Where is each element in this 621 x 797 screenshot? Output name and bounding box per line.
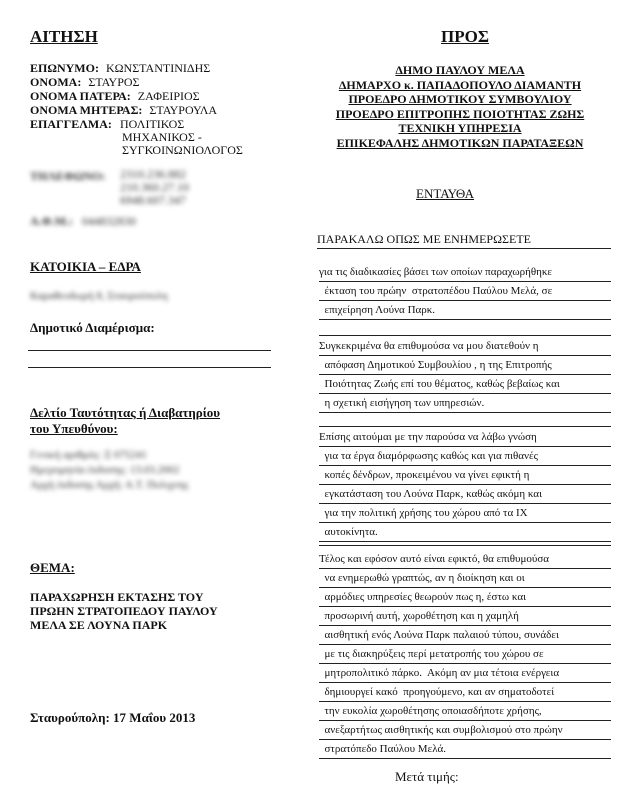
para4-line: προσωρινή αυτή, χωροθέτηση και η χαμηλή [319, 607, 611, 626]
para4-line: ανεξαρτήτως αισθητικής και συμβολισμού στο πρώην [319, 721, 611, 740]
name-row [30, 76, 140, 89]
recipient-line: ΠΡΟΕΔΡΟ ΔΗΜΟΤΙΚΟΥ ΣΥΜΒΟΥΛΙΟΥ [348, 92, 572, 106]
mother-row [30, 104, 217, 117]
para2-line: απόφαση Δημοτικού Συμβουλίου , η της Επιτροπής [319, 356, 611, 375]
id-label [30, 405, 220, 437]
para4-line: αρμόδιες υπηρεσίες θεωρούν πως η, έστω και [319, 588, 611, 607]
mother-label: ΟΝΟΜΑ ΜΗΤΕΡΑΣ: [30, 103, 143, 117]
profession-label: ΕΠΑΓΓΕΛΜΑ: [30, 117, 112, 131]
recipient-line: ΕΠΙΚΕΦΑΛΗΣ ΔΗΜΟΤΙΚΩΝ ΠΑΡΑΤΑΞΕΩΝ [336, 135, 584, 150]
para3-trailing-line [319, 545, 611, 546]
name-label: ΟΝΟΜΑ: [30, 75, 82, 89]
phone-line: 6948.607.347 [120, 193, 186, 207]
phone-line: 210.360.27.10 [120, 180, 189, 194]
paragraph-4 [319, 550, 611, 759]
para1-line: επιχείρηση Λούνα Παρκ. [319, 301, 611, 320]
para4-line: με τις διακηρύξεις περί μετατροπής του χώρου σε [319, 645, 611, 664]
profession-line: ΣΥΓΚΟΙΝΩΝΙΟΛΟΓΟΣ [122, 143, 243, 157]
para2-line: Συγκεκριμένα θα επιθυμούσα να μου διατεθούν η [319, 337, 611, 356]
mother-value: ΣΤΑΥΡΟΥΛΑ [149, 103, 218, 117]
para2-trailing-line [319, 426, 611, 427]
paragraph-2 [319, 337, 611, 413]
phone-label: ΤΗΛΕΦΩΝΟ: [30, 169, 106, 183]
para4-line: μητροπολιτικό πάρκο. Ακόμη αν μια τέτοια ενέργεια [319, 664, 611, 683]
afm-row [30, 215, 136, 228]
request-line [317, 232, 611, 249]
profession-values [120, 118, 243, 157]
id-values [30, 448, 189, 493]
subject-line: ΠΑΡΑΧΩΡΗΣΗ ΕΚΤΑΣΗΣ ΤΟΥ [30, 590, 204, 604]
para3-line: εγκατάσταση του Λούνα Παρκ, καθώς ακόμη και [319, 485, 611, 504]
paragraph-3 [319, 428, 611, 542]
para2-line: η σχετική εισήγηση των υπηρεσιών. [319, 394, 611, 413]
subject-text [30, 590, 218, 632]
para1-line: έκταση του πρώην στρατοπέδου Παύλου Μελά, σε [319, 282, 611, 301]
date-line: Σταυρούπολη: 17 Μαΐου 2013 [30, 710, 196, 725]
request-text: ΠΑΡΑΚΑΛΩ ΟΠΩΣ ΜΕ ΕΝΗΜΕΡΩΣΕΤΕ [317, 232, 531, 246]
para1-trailing-line [319, 335, 611, 336]
father-row [30, 90, 200, 103]
surname-label: ΕΠΩΝΥΜΟ: [30, 61, 99, 75]
id-line: Αρχή έκδοσης Αρχή: Α.Τ. Πολιχνης [30, 479, 189, 491]
district-label: Δημοτικό Διαμέρισμα: [30, 320, 155, 335]
title-aitisi: ΑΙΤΗΣΗ [30, 27, 98, 46]
para4-line: δημιουργεί κακό προηγούμενο, και αν σηματοδοτεί [319, 683, 611, 702]
para3-line: για την πολιτική χρήσης του χώρου από τα ΙΧ [319, 504, 611, 523]
profession-line: ΠΟΛΙΤΙΚΟΣ [120, 117, 185, 131]
phone-line: 2310.236.882 [120, 167, 186, 181]
recipient-line: ΤΕΧΝΙΚΗ ΥΠΗΡΕΣΙΑ [398, 121, 522, 135]
entautha-label: ΕΝΤΑΥΘΑ [416, 186, 475, 201]
surname-value: ΚΩΝΣΤΑΝΤΙΝΙΔΗΣ [105, 61, 211, 75]
id-label-line: Δελτίο Ταυτότητας ή Διαβατηρίου [30, 405, 221, 420]
recipient-line: ΔΗΜΑΡΧΟ κ. ΠΑΠΑΔΟΠΟΥΛΟ ΔΙΑΜΑΝΤΗ [338, 77, 582, 92]
district-line-1 [28, 350, 271, 351]
id-line: Ημερομηνία έκδοσης: 13.03.2002 [30, 464, 180, 476]
para3-line: κοπές δένδρων, προκειμένου να γίνει εφικτή η [319, 466, 611, 485]
afm-value: 044832830 [81, 214, 136, 228]
residence-value: Καραθεοδωρή 8, Σταυρούπολη [30, 290, 168, 302]
profession-line: ΜΗΧΑΝΙΚΟΣ - [122, 130, 202, 144]
para3-line: για τα έργα διαμόρφωσης καθώς και για πιθανές [319, 447, 611, 466]
para4-line: αισθητική ενός Λούνα Παρκ παλαιού τύπου, συνάδει [319, 626, 611, 645]
closing-text: Μετά τιμής: [395, 769, 459, 784]
father-value: ΖΑΦΕΙΡΙΟΣ [137, 89, 200, 103]
subject-label: ΘΕΜΑ: [30, 560, 75, 575]
para1-line: για τις διαδικασίες βάσει των οποίων παραχωρήθηκε [319, 263, 611, 282]
paragraph-1 [319, 263, 611, 320]
id-label-line: του Υπευθύνου: [30, 421, 118, 436]
father-label: ΟΝΟΜΑ ΠΑΤΕΡΑ: [30, 89, 131, 103]
phone-values [120, 168, 189, 207]
surname-row [30, 62, 210, 75]
afm-label: Α.Φ.Μ.: [30, 214, 73, 228]
para4-line: Τέλος και εφόσον αυτό είναι εφικτό, θα επιθυμούσα [319, 550, 611, 569]
para4-line: στρατόπεδο Παύλου Μελά. [319, 740, 611, 759]
id-line: Γενική αριθμός: Ξ 075241 [30, 449, 147, 461]
title-pros: ΠΡΟΣ [441, 27, 489, 46]
para4-line: την ευκολία χωροθέτησης οποιασδήποτε χρήσης, [319, 702, 611, 721]
recipients-block [310, 63, 610, 150]
name-value: ΣΤΑΥΡΟΣ [88, 75, 140, 89]
residence-label: ΚΑΤΟΙΚΙΑ – ΕΔΡΑ [30, 259, 141, 274]
recipient-line: ΔΗΜΟ ΠΑΥΛΟΥ ΜΕΛΑ [395, 63, 525, 77]
para3-line: Επίσης αιτούμαι με την παρούσα να λάβω γνώση [319, 428, 611, 447]
subject-line: ΜΕΛΑ ΣΕ ΛΟΥΝΑ ΠΑΡΚ [30, 618, 168, 632]
para3-line: αυτοκίνητα. [319, 523, 611, 542]
para4-line: να ενημερωθώ γραπτώς, αν η διοίκηση και οι [319, 569, 611, 588]
subject-line: ΠΡΩΗΝ ΣΤΡΑΤΟΠΕΔΟΥ ΠΑΥΛΟΥ [30, 604, 218, 618]
recipient-line: ΠΡΟΕΔΡΟ ΕΠΙΤΡΟΠΗΣ ΠΟΙΟΤΗΤΑΣ ΖΩΗΣ [335, 106, 585, 121]
para2-line: Ποιότητας Ζωής επί του θέματος, καθώς βεβαίως και [319, 375, 611, 394]
district-line-2 [28, 367, 271, 368]
profession-row [30, 118, 112, 131]
